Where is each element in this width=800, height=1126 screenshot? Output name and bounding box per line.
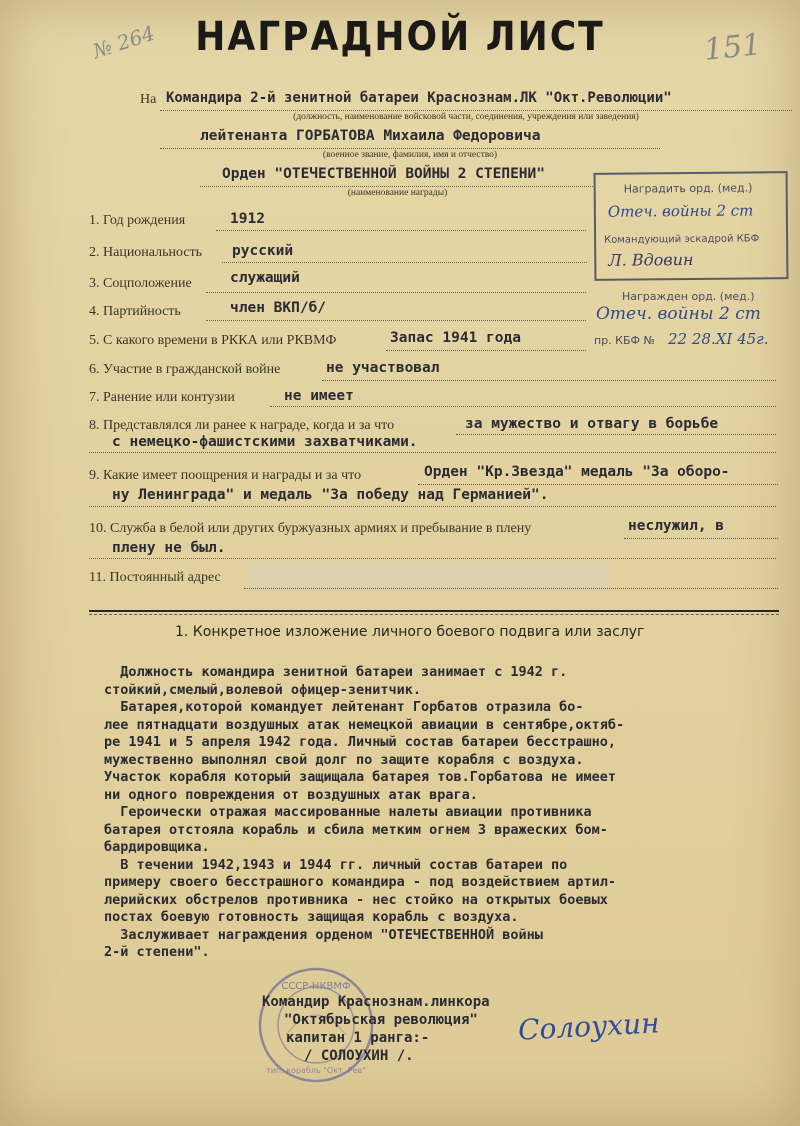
stamp1-handwritten-award: Отеч. войны 2 ст xyxy=(607,201,754,221)
field-value-wounds: не имеет xyxy=(284,388,354,404)
field-value-decorations-cont: ну Ленинграда" и медаль "За победу над Германией". xyxy=(112,487,549,503)
field-rule xyxy=(206,320,586,321)
narrative-line: стойкий,смелый,волевой офицер-зенитчик. xyxy=(104,681,421,698)
narrative-line: В течении 1942,1943 и 1944 гг. личный состав батареи по xyxy=(104,856,568,873)
stamp1-line1: Наградить орд. (мед.) xyxy=(623,181,753,196)
field-label-address: 11. Постоянный адрес xyxy=(89,570,221,585)
field-rule xyxy=(418,484,778,485)
position-value: Командира 2-й зенитной батареи Краснознам.ЛК "Окт.Революции" xyxy=(166,90,672,106)
field-value-party: член ВКП/б/ xyxy=(230,300,327,316)
narrative-line: Заслуживает награждения орденом "ОТЕЧЕСТВЕННОЙ войны xyxy=(104,926,543,943)
field-rule xyxy=(89,558,776,559)
field-label-white-army: 10. Служба в белой или других буржуазных армиях и пребывание в плену xyxy=(89,521,532,536)
position-prefix: На xyxy=(140,92,157,107)
field-rule xyxy=(322,380,776,381)
field-value-previous-awards: за мужество и отвагу в борьбе xyxy=(465,416,719,432)
field-rule xyxy=(456,434,776,435)
narrative-line: ни одного повреждения от воздушных атак врага. xyxy=(104,786,478,803)
name-caption: (военное звание, фамилия, имя и отчество) xyxy=(322,150,498,160)
narrative-line: лерийских обстрелов противника - нес стойко на открытых боевых xyxy=(104,891,608,908)
award-granted-stamp xyxy=(592,290,792,364)
field-label-service-since: 5. С какого времени в РККА или РКВМФ xyxy=(89,333,337,348)
document-title: НАГРАДНОЙ ЛИСТ xyxy=(195,14,605,60)
field-value-previous-awards-cont: с немецко-фашистскими захватчиками. xyxy=(112,434,418,450)
field-label-previous-awards: 8. Представлялся ли ранее к награде, когда и за что xyxy=(89,418,395,433)
field-label-civil-war: 6. Участие в гражданской войне xyxy=(89,362,281,377)
field-label-birth-year: 1. Год рождения xyxy=(89,213,186,228)
name-value: лейтенанта ГОРБАТОВА Михаила Федоровича xyxy=(200,128,541,144)
section-separator-thin xyxy=(89,614,779,615)
field-label-social-status: 3. Соцположение xyxy=(89,276,192,291)
stamp2-handwritten-award: Отеч. войны 2 ст xyxy=(596,304,761,324)
narrative-line: 2-й степени". xyxy=(104,944,210,960)
field-value-nationality: русский xyxy=(232,243,294,259)
pencil-note-left: № 264 xyxy=(89,20,158,64)
field-rule xyxy=(89,506,776,507)
field-value-social-status: служащий xyxy=(230,270,300,286)
name-rule xyxy=(160,148,660,149)
field-value-civil-war: не участвовал xyxy=(326,360,440,376)
award-recommendation-stamp xyxy=(594,171,789,281)
field-value-service-since: Запас 1941 года xyxy=(390,330,521,346)
field-value-birth-year: 1912 xyxy=(230,211,265,227)
narrative-line: постах боевую готовность защищая корабль с воздуха. xyxy=(104,909,519,925)
svg-text:тип. корабль "Окт. Рев": тип. корабль "Окт. Рев" xyxy=(266,1066,366,1075)
stamp2-order-number: 22 28.XI 45г. xyxy=(668,330,769,348)
position-rule xyxy=(160,110,792,111)
field-rule xyxy=(222,262,587,263)
field-rule xyxy=(244,588,778,589)
field-label-party: 4. Партийность xyxy=(89,304,181,319)
signature-line3: капитан 1 ранга:- xyxy=(286,1030,430,1046)
field-label-decorations: 9. Какие имеет поощрения и награды и за что xyxy=(89,468,362,483)
stamp1-line3: Командующий эскадрой КБФ xyxy=(604,233,760,246)
pencil-note-right: 151 xyxy=(702,27,763,68)
narrative-line: примеру своего бесстрашного командира - под воздействием артил- xyxy=(104,874,617,890)
field-label-nationality: 2. Национальность xyxy=(89,245,203,260)
stamp2-line1: Награжден орд. (мед.) xyxy=(622,290,755,303)
field-rule xyxy=(206,292,586,293)
field-rule xyxy=(89,452,776,453)
section-separator xyxy=(89,610,779,612)
narrative-line: Должность командира зенитной батареи занимает с 1942 г. xyxy=(104,664,568,680)
stamp1-signature: Л. Вдовин xyxy=(608,249,694,270)
address-redaction xyxy=(246,562,610,590)
field-value-white-army: неслужил, в xyxy=(628,518,725,534)
narrative-line: бардировщика. xyxy=(104,839,210,855)
narrative-line: лее пятнадцати воздушных атак немецкой авиации в сентябре,октяб- xyxy=(104,716,625,733)
field-rule xyxy=(624,538,778,539)
section-heading: 1. Конкретное изложение личного боевого подвига или заслуг xyxy=(175,624,645,640)
svg-text:СССР-НКВМФ: СССР-НКВМФ xyxy=(281,981,351,992)
narrative-line: Батарея,которой командует лейтенант Горбатов отразила бо- xyxy=(104,699,584,715)
signature-line2: "Октябрьская революция" xyxy=(284,1012,478,1028)
narrative-block xyxy=(104,664,794,962)
award-caption: (наименование награды) xyxy=(347,188,448,198)
narrative-line: мужественно выполнял свой долг по защите корабля с воздуха. xyxy=(104,751,584,768)
narrative-line: Героически отражая массированные налеты авиации противника xyxy=(104,804,592,820)
field-rule xyxy=(216,230,586,231)
signature-line1: Командир Краснознам.линкора xyxy=(262,994,490,1010)
signature-line4: / СОЛОУХИН /. xyxy=(304,1048,414,1064)
field-rule xyxy=(270,406,776,407)
narrative-line: Участок корабля который защищала батарея тов.Горбатова не имеет xyxy=(104,769,617,785)
award-value: Орден "ОТЕЧЕСТВЕННОЙ ВОЙНЫ 2 СТЕПЕНИ" xyxy=(222,166,546,182)
stamp2-order-label: пр. КБФ № xyxy=(594,334,655,347)
handwritten-signature: Солоухин xyxy=(517,1006,661,1047)
field-label-wounds: 7. Ранение или контузии xyxy=(89,390,235,405)
field-value-decorations: Орден "Кр.Звезда" медаль "За оборо- xyxy=(424,464,730,480)
position-caption: (должность, наименование войсковой части, соединения, учреждения или заведения) xyxy=(293,112,639,122)
field-rule xyxy=(386,350,586,351)
narrative-line: ре 1941 и 5 апреля 1942 года. Личный состав батареи бесстрашно, xyxy=(104,734,617,750)
narrative-line: батарея отстояла корабль и сбила метким огнем 3 вражеских бом- xyxy=(104,821,608,838)
award-rule xyxy=(200,186,595,187)
field-value-white-army-cont: плену не был. xyxy=(112,540,226,556)
